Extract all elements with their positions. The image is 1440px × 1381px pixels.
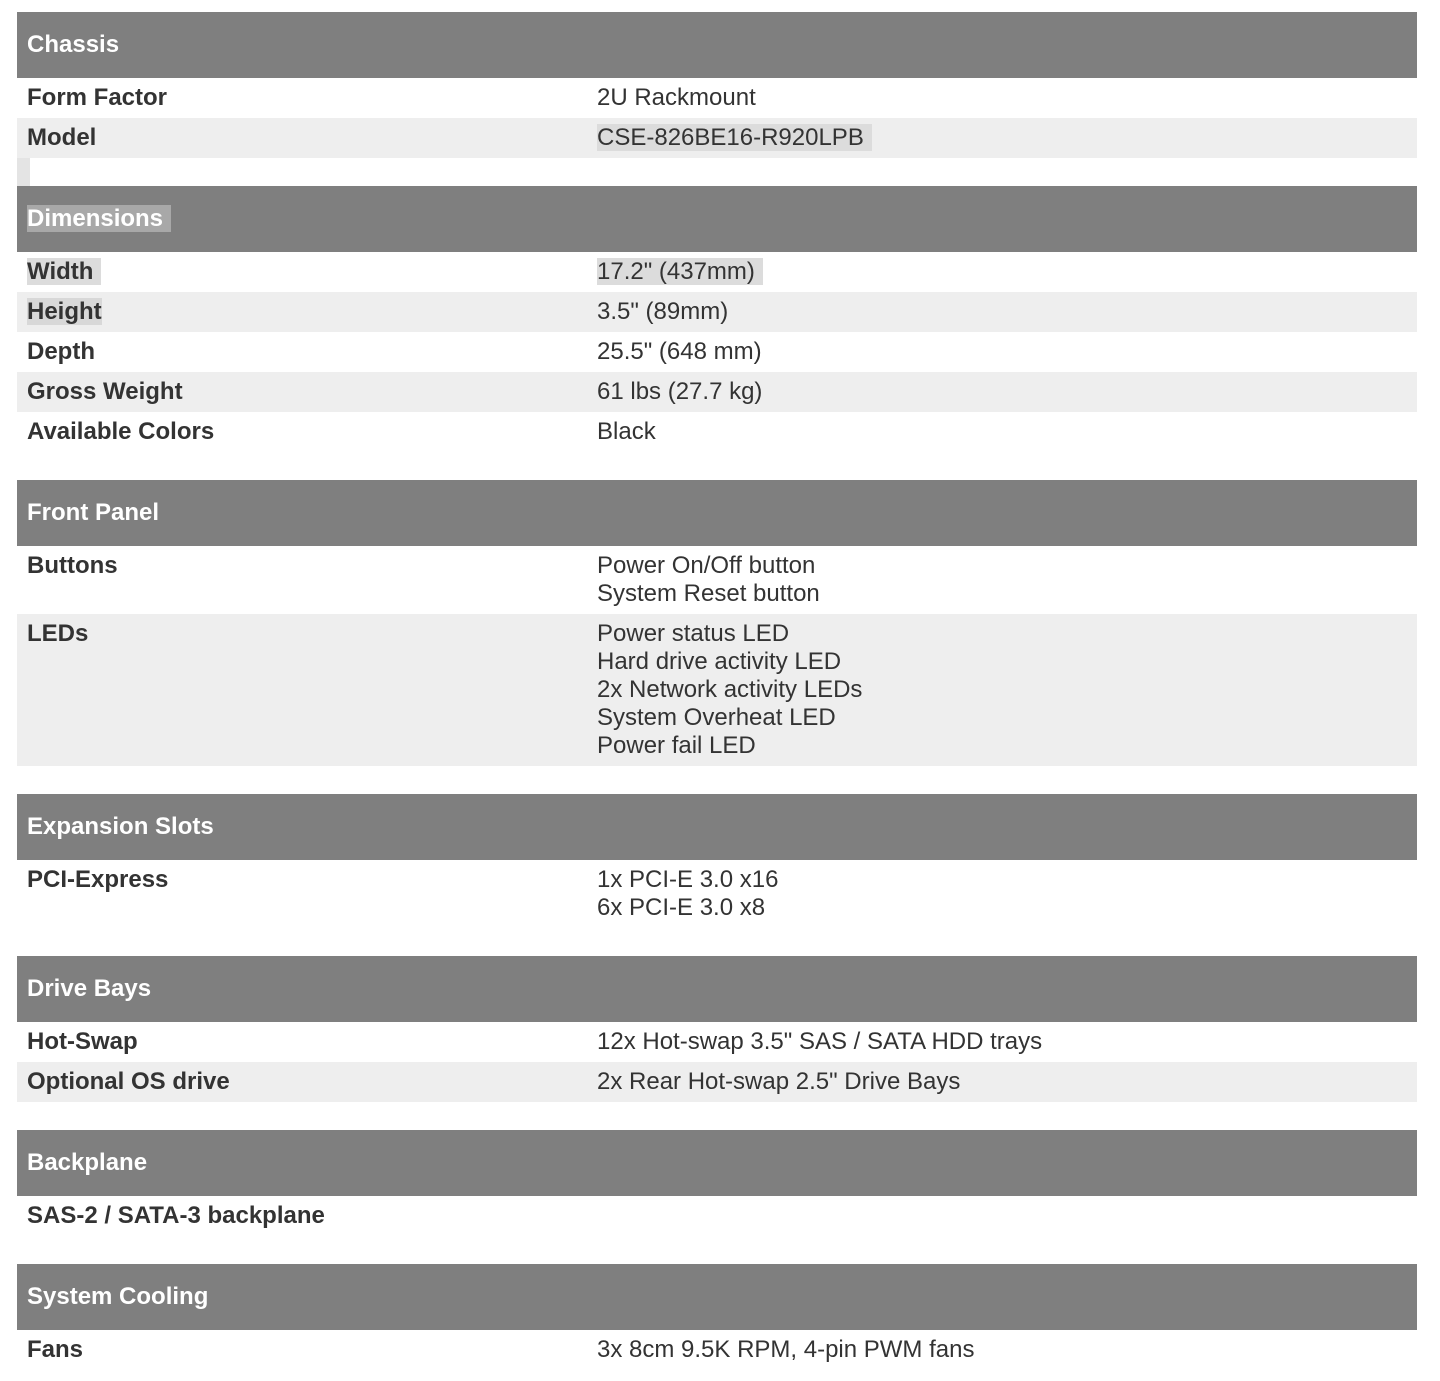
spec-value (597, 552, 1417, 608)
spec-label: Height (27, 298, 102, 325)
spec-value (597, 866, 1417, 922)
spec-row-gross-weight (17, 372, 1417, 412)
spec-label: Depth (27, 338, 95, 365)
section-dimensions (17, 186, 1417, 452)
section-expansion-slots (17, 794, 1417, 928)
spec-label: SAS-2 / SATA-3 backplane (27, 1202, 325, 1229)
spec-value: 61 lbs (27.7 kg) (597, 378, 763, 405)
section-title: Expansion Slots (27, 813, 214, 840)
spec-value: Black (597, 418, 656, 445)
section-title: Front Panel (27, 499, 160, 526)
spec-label: Available Colors (27, 418, 215, 445)
section-title: Chassis (27, 31, 120, 58)
section-title: Dimensions (27, 205, 171, 232)
spec-value: 17.2" (437mm) (597, 258, 763, 285)
spec-value: 3x 8cm 9.5K RPM, 4-pin PWM fans (597, 1336, 975, 1363)
spec-row-width (17, 252, 1417, 292)
spec-value-line: Power On/Off button (597, 552, 816, 579)
spec-row-hot-swap (17, 1022, 1417, 1062)
spec-value: CSE-826BE16-R920LPB (597, 124, 872, 151)
spec-label: Buttons (27, 552, 118, 579)
spec-row-depth (17, 332, 1417, 372)
section-front-panel (17, 480, 1417, 766)
spec-value-line: Power fail LED (597, 732, 756, 759)
section-title: Drive Bays (27, 975, 152, 1002)
section-system-cooling (17, 1264, 1417, 1370)
spec-row-model (17, 118, 1417, 158)
spec-value: 12x Hot-swap 3.5" SAS / SATA HDD trays (597, 1028, 1043, 1055)
spec-label: Form Factor (27, 84, 168, 111)
section-drive-bays (17, 956, 1417, 1102)
spec-label: Optional OS drive (27, 1068, 230, 1095)
spec-value: 3.5" (89mm) (597, 298, 729, 325)
section-title: System Cooling (27, 1283, 209, 1310)
spec-table (17, 12, 1417, 1370)
spec-row-buttons (17, 546, 1417, 614)
spec-label: Gross Weight (27, 378, 183, 405)
section-header (17, 186, 1417, 252)
spec-value-line: Power status LED (597, 620, 790, 647)
section-backplane (17, 1130, 1417, 1236)
spec-row-backplane (17, 1196, 1417, 1236)
spec-value: 2x Rear Hot-swap 2.5" Drive Bays (597, 1068, 961, 1095)
spec-row-height (17, 292, 1417, 332)
section-title: Backplane (27, 1149, 148, 1176)
spec-label: LEDs (27, 620, 89, 647)
section-chassis (17, 12, 1417, 186)
spec-value (597, 620, 1417, 760)
spec-value-line: Hard drive activity LED (597, 648, 842, 675)
section-header (17, 480, 1417, 546)
spec-label: Model (27, 124, 97, 151)
spec-label: Hot-Swap (27, 1028, 138, 1055)
spec-row-fans (17, 1330, 1417, 1370)
selection-mark (17, 158, 30, 186)
section-header (17, 1264, 1417, 1330)
spec-row-leds (17, 614, 1417, 766)
spec-value-line: 1x PCI-E 3.0 x16 (597, 866, 779, 893)
spec-value: 25.5" (648 mm) (597, 338, 762, 365)
spec-value-line: 6x PCI-E 3.0 x8 (597, 894, 766, 921)
spec-value-line: System Overheat LED (597, 704, 836, 731)
spec-row-optional-os-drive (17, 1062, 1417, 1102)
section-header (17, 956, 1417, 1022)
spec-value-line: System Reset button (597, 580, 820, 607)
spec-label: PCI-Express (27, 866, 169, 893)
spec-value: 2U Rackmount (597, 84, 756, 111)
spec-row-available-colors (17, 412, 1417, 452)
spec-label: Width (27, 258, 101, 285)
section-header (17, 1130, 1417, 1196)
spec-value-line: 2x Network activity LEDs (597, 676, 863, 703)
section-header (17, 12, 1417, 78)
spec-row-form-factor (17, 78, 1417, 118)
spec-label: Fans (27, 1336, 84, 1363)
spec-row-pci-express (17, 860, 1417, 928)
section-header (17, 794, 1417, 860)
